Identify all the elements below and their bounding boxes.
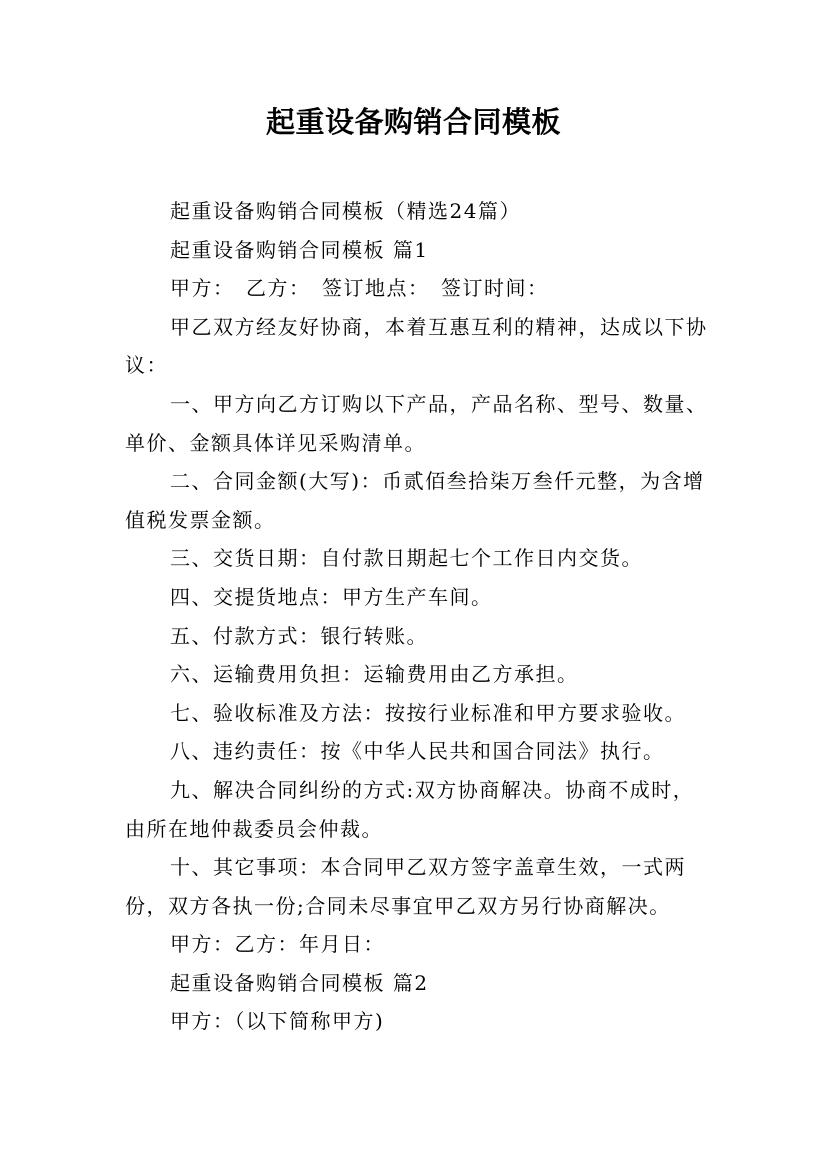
paragraph-clause-6: 六、运输费用负担：运输费用由乙方承担。 — [170, 662, 579, 687]
paragraph-clause-4: 四、交提货地点：甲方生产车间。 — [170, 584, 493, 609]
paragraph-clause-8: 八、违约责任：按《中华人民共和国合同法》执行。 — [170, 739, 665, 764]
paragraph-clause-2: 二、合同金额(大写)：币贰佰叁拾柒万叁仟元整，为含增值税发票金额。 — [125, 469, 705, 532]
document-body — [125, 192, 710, 1041]
paragraph-clause-10: 十、其它事项：本合同甲乙双方签字盖章生效，一式两份，双方各执一份;合同未尽事宜甲乙双方另行协商解决。 — [125, 855, 686, 918]
paragraph-clause-9: 九、解决合同纠纷的方式:双方协商解决。协商不成时，由所在地仲裁委员会仲裁。 — [125, 777, 695, 841]
paragraph-parties-line: 甲方： 乙方： 签订地点： 签订时间： — [170, 276, 549, 301]
paragraph-clause-3: 三、交货日期：自付款日期起七个工作日内交货。 — [170, 546, 643, 571]
paragraph-clause-5: 五、付款方式：银行转账。 — [170, 623, 428, 648]
paragraph-section-heading-1: 起重设备购销合同模板 篇1 — [170, 237, 429, 262]
paragraph-subtitle: 起重设备购销合同模板（精选24篇） — [170, 199, 521, 223]
paragraph-signature-line: 甲方：乙方：年月日： — [170, 932, 385, 957]
paragraph-intro: 甲乙双方经友好协商，本着互惠互利的精神，达成以下协议： — [125, 314, 708, 378]
paragraph-section-heading-2: 起重设备购销合同模板 篇2 — [170, 970, 429, 995]
document-title: 起重设备购销合同模板 — [265, 105, 561, 139]
paragraph-clause-1: 一、甲方向乙方订购以下产品，产品名称、型号、数量、单价、金额具体详见采购清单。 — [125, 391, 708, 455]
paragraph-party-a-line: 甲方：（以下简称甲方) — [170, 1009, 385, 1034]
paragraph-clause-7: 七、验收标准及方法：按按行业标准和甲方要求验收。 — [170, 700, 686, 725]
